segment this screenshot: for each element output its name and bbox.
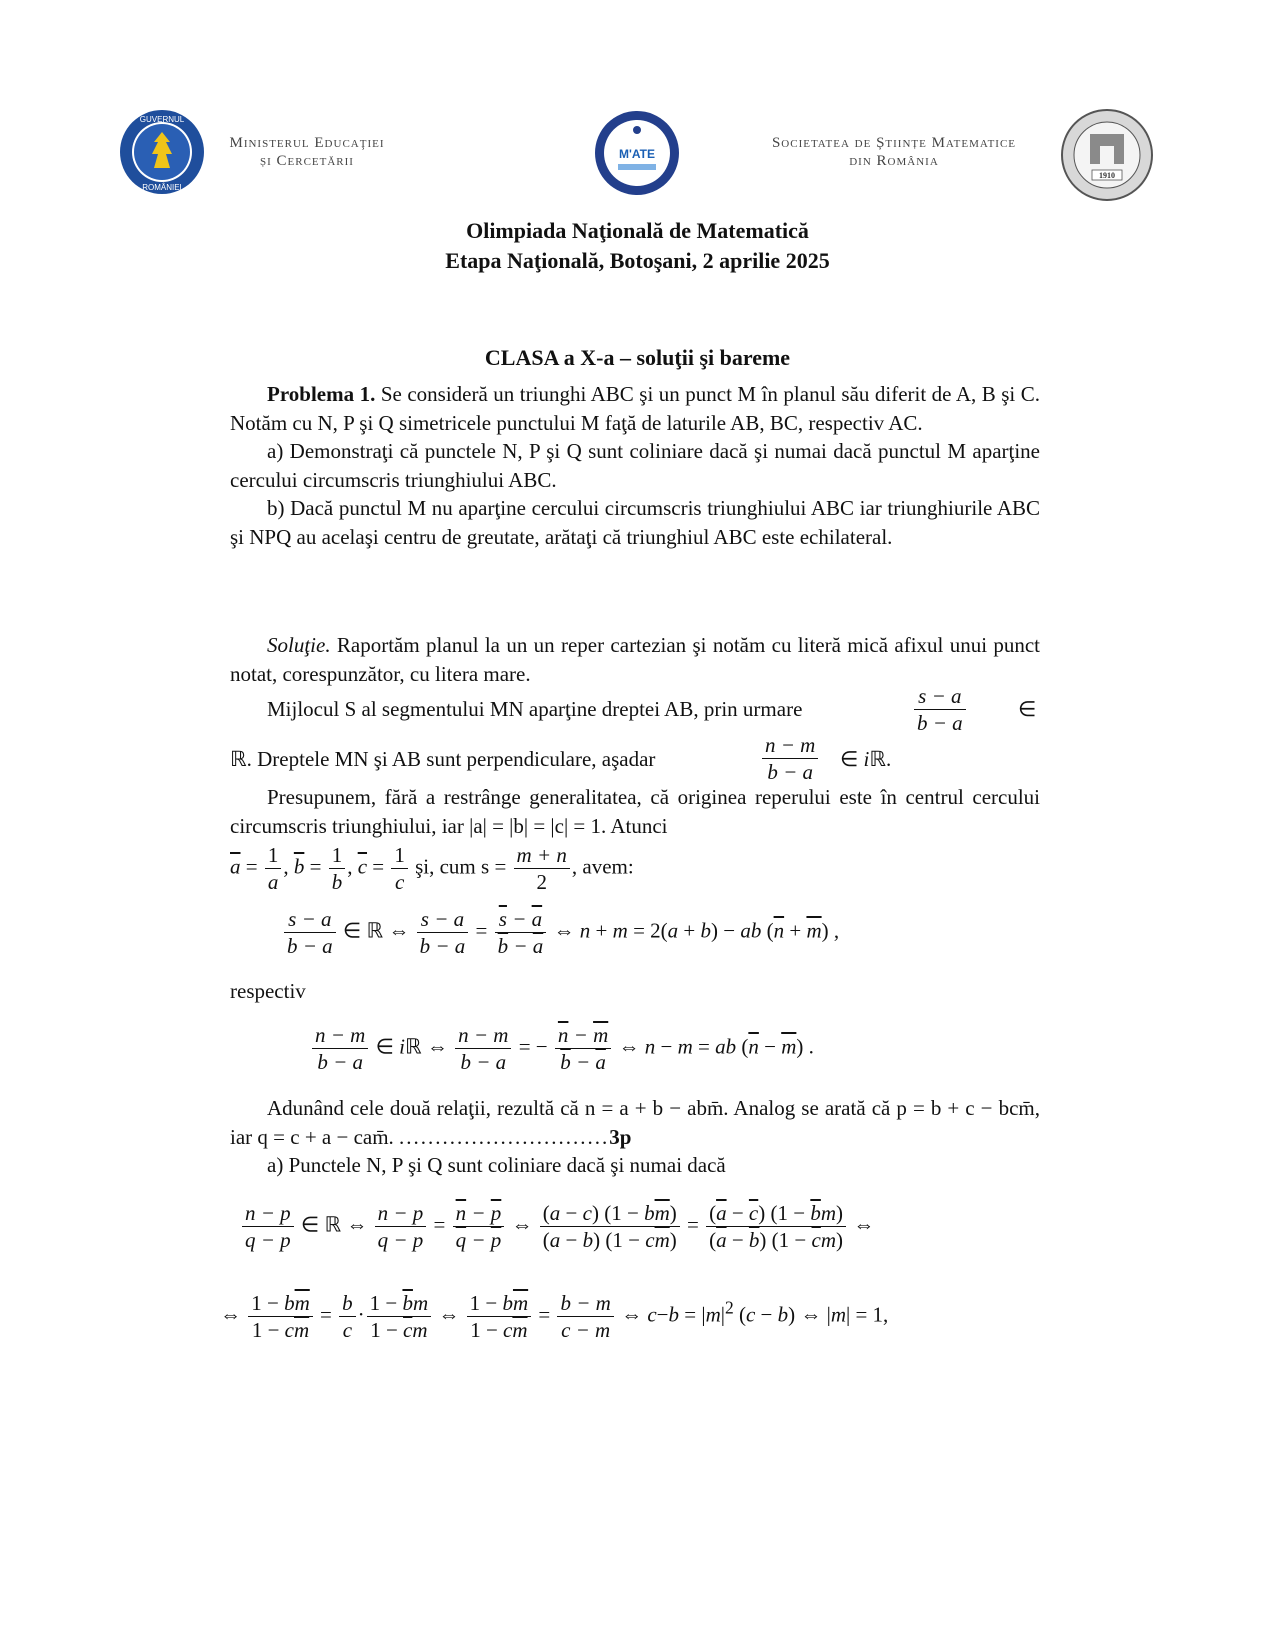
svg-text:1910: 1910 [1099,171,1115,180]
document-page: GUVERNUL ROMÂNIEI Ministerul Educaţiei și Cercetării M'ATE Societatea de Științe Matematice din România 1910 Olimpiada Naţională de Matematică Etapa Naţională, Botoşani, 2 aprilie 2025 CLASA a X-a – soluţii şi bareme Problema 1. Se consideră un triunghi ABC şi un punct M în planul său diferit de A, B şi C. Notăm cu N, P şi Q simetricele punctului M faţă de laturile AB, BC, respectiv AC. a) Demonstraţi că punctele N, P şi Q sunt coliniare dacă şi numai dacă punctul M aparţine cercului circumscris triunghiului ABC. b) Dacă punctul M nu aparţine cercului circumscris triunghiului ABC iar triunghiurile ABC şi NPQ au acelaşi centru de greutate, arătaţi că triunghiul ABC este echilateral. Soluţie. Raportăm planul la un un reper cartezian şi notăm cu literă mică afixul unui punct notat, corespunzător, cu litera mare. Mijlocul S al segmentului MN aparţine dreptei AB, prin urmare $\frac{s - a}{b - a}$ ∈ ℝ. Dreptele MN şi AB sunt perpendiculare, aşadar $\frac{n - m}{b - a}$ ∈ iℝ. Presupunem, fără a restrânge generalitatea, că originea reperului este în centrul cercului circumscris triunghiului, iar |a| = |b| = |c| = 1. Atunci $\overline{a}$ = $\frac{1}{a}$ , $\overline{b}$ = $\frac{1}{b}$ , $\overline{c}$ = $\frac{1}{c}$ şi, cum s = $\frac{m + n}{2}$ , avem: $\frac{s - a}{b - a}$ ∈ ℝ ⇔ $\frac{s - a}{b - a}$ = $\frac{\overline{s} - \overline{a}}{\overline{b} - \overline{a}}$ ⇔ n + m = 2(a + b) − ab $(\overline{n} + \overline{m})$ , respectiv $\frac{n - m}{b - a}$ ∈ iℝ ⇔ $\frac{n - m}{b - a}$ = − $\frac{\overline{n} - \overline{m}}{\overline{b} - \overline{a}}$ ⇔ n − m = ab $(\overline{n} - \overline{m})$ . Adunând cele două relaţii, rezultă că n = a + b − abm̄. Analog se arată că p = b + c − bcm̄, iar q = c + a − cam̄. .............................3p a) Punctele N, P şi Q sunt coliniare dacă şi numai dacă $\frac{n - p}{q - p}$ ∈ ℝ ⇔ $\frac{n - p}{q - p}$ = $\frac{\overline{n} - \overline{p}}{\overline{q} - \overline{p}}$ ⇔ $\frac{(a - c) (1 - b\overline{m})}{(a - b) (1 - c\overline{m})}$ = $\frac{(\overline{a} - \overline{c}) (1 - \overline{b}m)}{(\overline{a} - \overline{b}) (1 - \overline{c}m)}$ ⇔ ⇔ $\frac{1 - b\overline{m}}{1 - c\overline{m}}$ = $\frac{b}{c}$ · $\frac{1 - \overline{b}m}{1 - \overline{c}m}$ ⇔ $\frac{1 - b\overline{m}}{1 - c\overline{m}}$ = $\frac{b - m}{c - m}$ ⇔ $c-b = |m|^2$ (c − b) ⇔ |m| = 1, [0,0,1275,1650]
government-seal-icon [118,108,206,196]
solution-p5: a) Punctele N, P şi Q sunt coliniare dacă şi numai dacă [267,1153,726,1177]
solution-p2-line: Mijlocul S al segmentului MN aparţine dreptei AB, prin urmare [267,697,803,721]
svg-text:M'ATE: M'ATE [619,147,655,161]
ministry-name: Ministerul Educaţiei și Cercetării [229,135,385,169]
solution-p1: Soluţie. Raportăm planul la un un reper cartezian şi notăm cu literă mică afixul unui punct notat, corespunzător, cu litera mare. [230,633,1041,686]
collinearity-equation-2: ⇔ $\frac{1 - b\overline{m}}{1 - c\overline{m}}$ = $\frac{b}{c}$ · $\frac{1 - \overline{b}m}{1 - \overline{c}m}$ ⇔ $\frac{1 - b\overline{m}}{1 - c\overline{m}}$ = $\frac{b - m}{c - m}$ ⇔ $c-b = |m|^2$ (c − b) ⇔ |m| = 1, [220,1291,889,1342]
olympiad-title: Olimpiada Naţională de Matematică [466,218,809,243]
solution-p2-end: ℝ. Dreptele MN şi AB sunt perpendiculare, aşadar [230,747,656,771]
header [118,108,1158,198]
solution-intro [230,631,1040,688]
problem-part-b: b) Dacă punctul M nu aparţine cercului circumscris triunghiului ABC iar triunghiurile ABC şi NPQ au acelaşi centru de greutate, arătaţi că triunghiul ABC este echilateral. [230,496,1040,549]
svg-text:GUVERNUL: GUVERNUL [139,115,185,124]
society-name: Societatea de Științe Matematice din România [771,135,1017,169]
class-title: CLASA a X-a – soluţii şi bareme [484,345,791,370]
olympiad-logo-icon [594,110,680,196]
collinearity-equation-1: $\frac{n - p}{q - p}$ ∈ ℝ ⇔ $\frac{n - p}{q - p}$ = $\frac{\overline{n} - \overline{p}}{\overline{q} - \overline{p}}$ ⇔ $\frac{(a - c) (1 - b\overline{m})}{(a - b) (1 - c\overline{m})}$ = $\frac{(\overline{a} - \overline{c}) (1 - \overline{b}m)}{(\overline{a} - \overline{b}) (1 - \overline{c}m)}$ ⇔ [240,1200,874,1253]
fraction-s-a: $\frac{s - a}{b - a}$ [912,683,968,736]
problem-intro [230,380,1040,437]
fraction-n-m: $\frac{n - m}{b - a}$ [760,732,820,785]
stage-title: Etapa Naţională, Botoşani, 2 aprilie 2025 [445,248,830,273]
solution-label: Soluţie. [267,633,331,657]
svg-text:ROMÂNIEI: ROMÂNIEI [142,183,182,192]
problem-label: Problema 1. [267,382,376,406]
problem-statement [230,380,1040,551]
equation-real: $\frac{s - a}{b - a}$ ∈ ℝ ⇔ $\frac{s - a}{b - a}$ = $\frac{\overline{s} - \overline{a}}{\overline{b} - \overline{a}}$ ⇔ n + m = 2(a + b) − ab $(\overline{n} + \overline{m})$ , [282,906,839,959]
conjugate-line: $\overline{a}$ = $\frac{1}{a}$ , $\overline{b}$ = $\frac{1}{b}$ , $\overline{c}$ = $\frac{1}{c}$ şi, cum s = $\frac{m + n}{2}$ , avem: [230,843,634,894]
solution-p4: Adunând cele două relaţii, rezultă că n = a + b − abm̄. Analog se arată că p = b + c − bcm̄, iar q = c + a − cam̄. .............................3p a) Punctele N, P şi Q sunt coliniare dacă şi numai dacă [230,1094,1040,1180]
equation-imaginary: $\frac{n - m}{b - a}$ ∈ iℝ ⇔ $\frac{n - m}{b - a}$ = − $\frac{\overline{n} - \overline{m}}{\overline{b} - \overline{a}}$ ⇔ n − m = ab $(\overline{n} - \overline{m})$ . [310,1022,814,1075]
solution-p3: Presupunem, fără a restrânge generalitatea, că originea reperului este în centrul cercului circumscris triunghiului, iar |a| = |b| = |c| = 1. Atunci [230,785,1040,838]
problem-part-a: a) Demonstraţi că punctele N, P şi Q sunt coliniare dacă şi numai dacă punctul M aparţine cercului circumscris triunghiului ABC. [230,439,1040,492]
respectiv-label: respectiv [230,979,306,1003]
problem-intro-text: Se consideră un triunghi ABC şi un punct M în planul său diferit de A, B şi C. Notăm cu N, P şi Q simetricele punctului M faţă de laturile AB, BC, respectiv AC. [230,382,1040,435]
points-badge: 3p [609,1124,632,1149]
society-seal-icon [1060,108,1154,202]
